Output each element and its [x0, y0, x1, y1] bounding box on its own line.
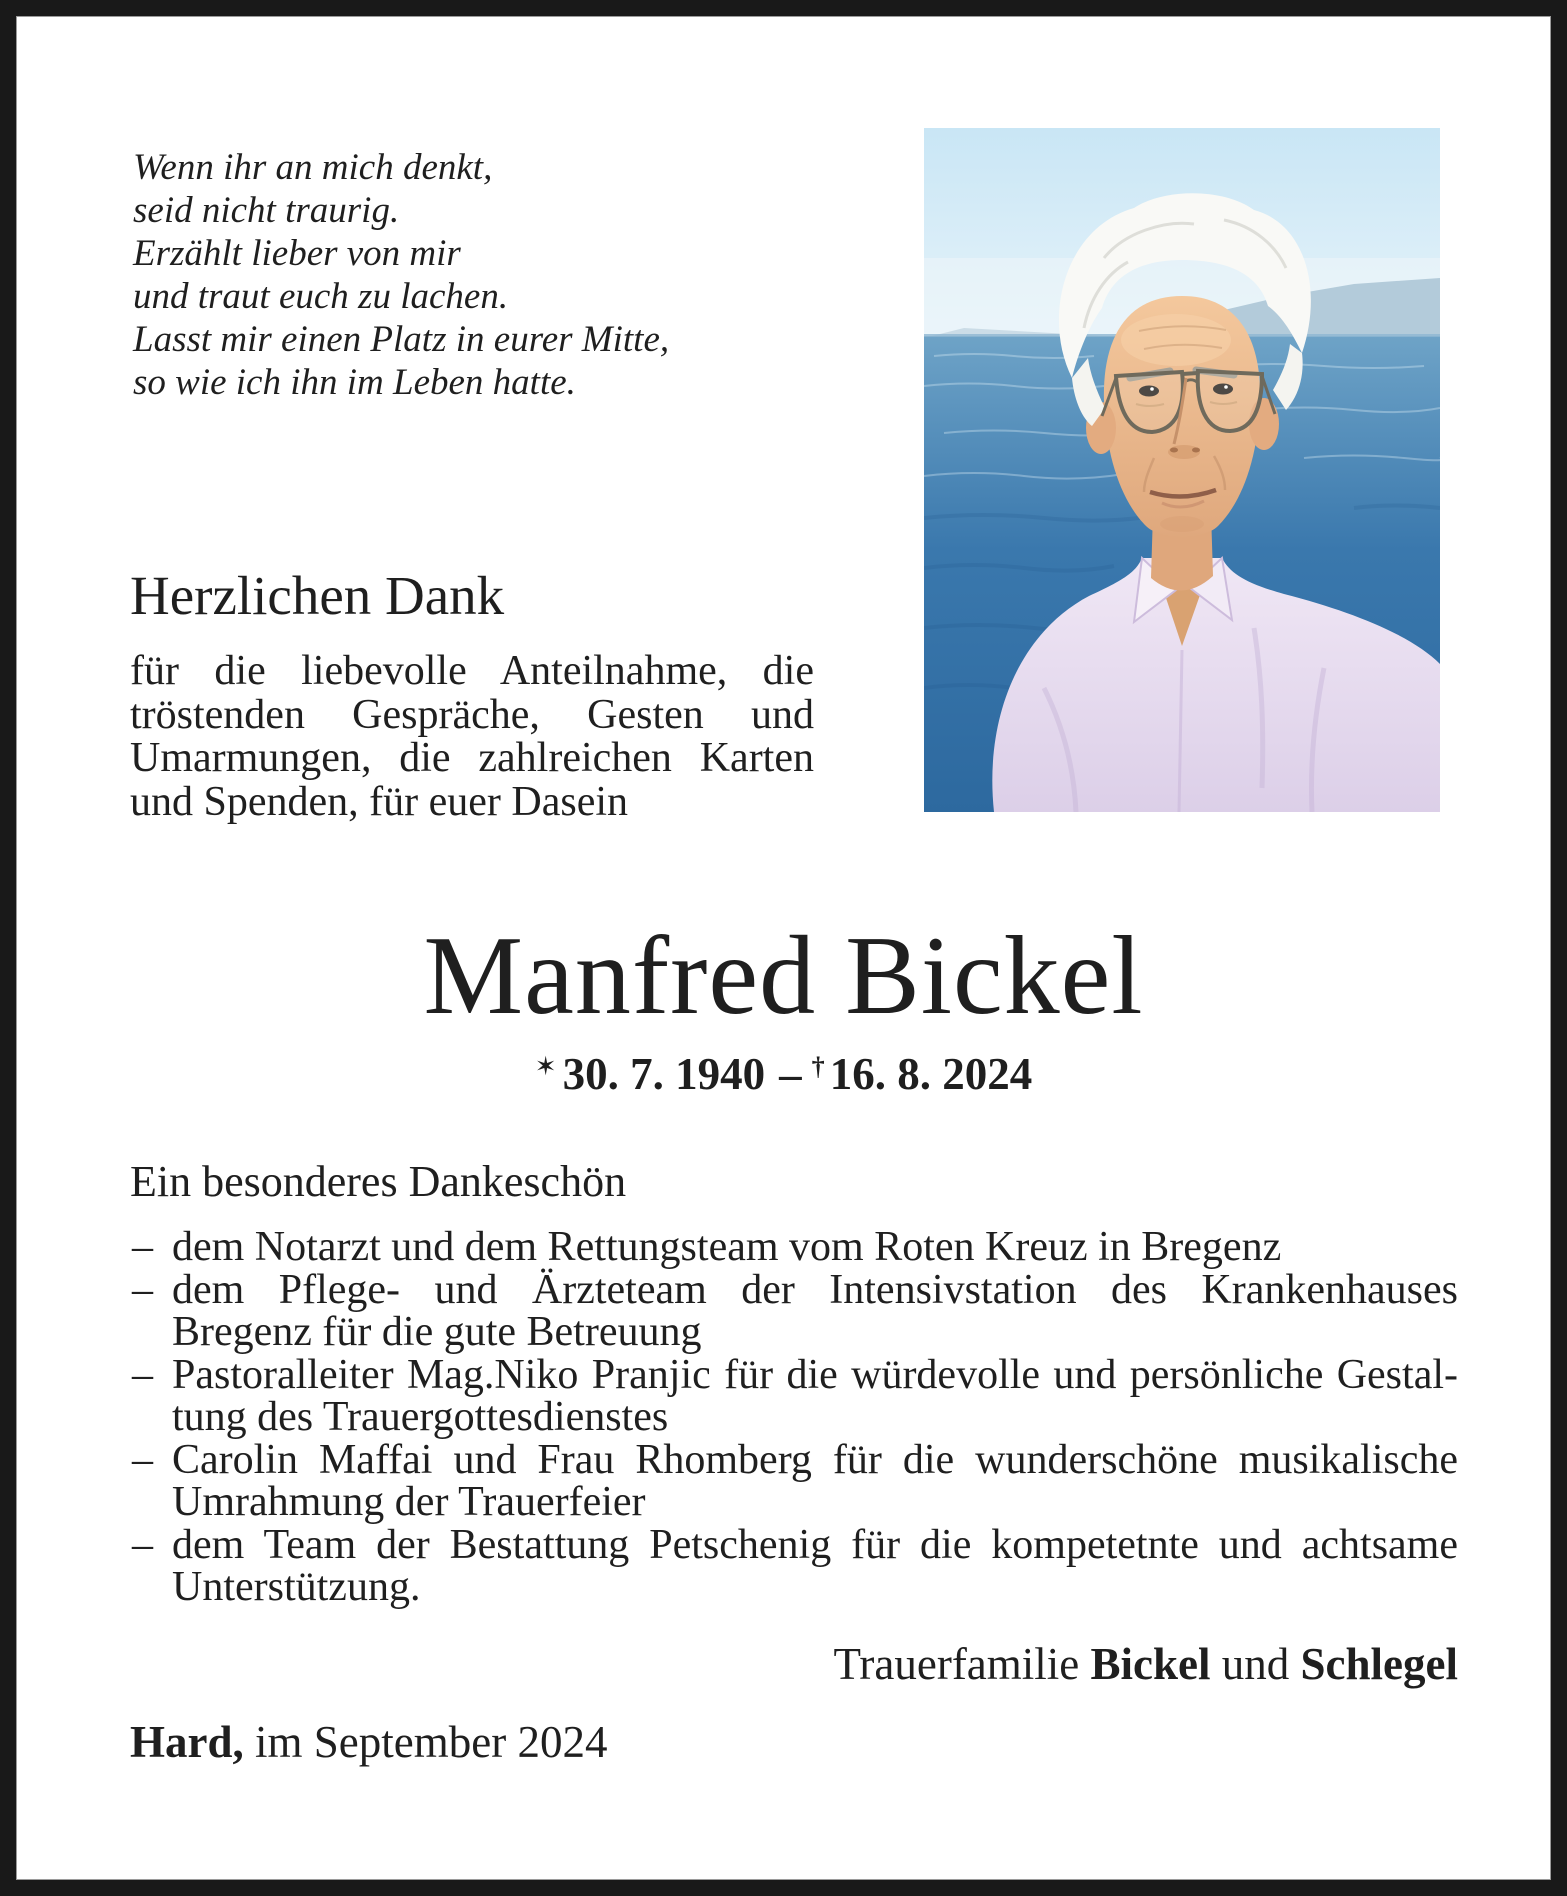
place-date-line [130, 1716, 607, 1768]
portrait-photo-image [924, 128, 1440, 812]
thanks-line: für die liebevolle Anteilnahme, die [130, 648, 814, 694]
mourning-family-line [130, 1638, 1458, 1690]
poem-line: Wenn ihr an mich denkt, [133, 147, 493, 188]
dash-bullet: – [132, 1224, 153, 1270]
life-dates [16, 1048, 1551, 1100]
birth-star-icon: ✶ [534, 1052, 557, 1082]
poem-line: und traut euch zu lachen. [133, 276, 509, 317]
thanks-line: tröstenden Gespräche, Gesten und [130, 691, 814, 738]
thanks-paragraph [130, 650, 814, 824]
list-item [130, 1266, 1458, 1355]
list-item [130, 1351, 1458, 1440]
poem-line: Lasst mir einen Platz in eurer Mitte, [133, 319, 670, 360]
thanks-heading: Herzlichen Dank [130, 565, 505, 626]
death-date: 16. 8. 2024 [829, 1049, 1033, 1099]
list-item-line: Carolin Maffai und Frau Rhomberg für die wunderschöne musikalische [172, 1436, 1458, 1483]
deceased-name: Manfred Bickel [423, 914, 1144, 1038]
nostril-left [1170, 448, 1178, 453]
chin-shade [1160, 516, 1204, 532]
place-name: Hard, [130, 1717, 244, 1767]
list-item-line: dem Pflege- und Ärzteteam der Intensivstation des Krankenhauses [172, 1266, 1458, 1313]
thanks-line: Umarmungen, die zahlreichen Karten [130, 735, 814, 781]
poem-line: Erzählt lieber von mir [133, 233, 461, 274]
list-item-line: tung des Trauergottesdienstes [172, 1394, 669, 1440]
nostril-right [1192, 448, 1200, 453]
thanks-line: und Spenden, für euer Dasein [130, 778, 629, 825]
dash-bullet: – [132, 1351, 153, 1398]
family-name: Schlegel [1300, 1639, 1458, 1689]
list-item-line: Bregenz für die gute Betreuung [172, 1309, 702, 1355]
list-item-line: dem Notarzt und dem Rettungsteam vom Roten Kreuz in Bregenz [172, 1224, 1282, 1270]
special-thanks-list [130, 1226, 1458, 1609]
closing-prefix: Trauerfamilie [833, 1639, 1080, 1689]
list-item-line: Unterstützung. [172, 1564, 421, 1610]
birth-date: 30. 7. 1940 [562, 1049, 766, 1099]
poem-line: seid nicht traurig. [133, 190, 400, 231]
list-item-line: Umrahmung der Trauerfeier [172, 1479, 646, 1525]
death-cross-icon: † [811, 1052, 825, 1082]
portrait-photo [924, 128, 1440, 812]
special-thanks-heading: Ein besonderes Dankeschön [130, 1157, 627, 1206]
date-text: im September 2024 [255, 1717, 608, 1767]
dash-bullet: – [132, 1266, 153, 1313]
forehead-highlight [1121, 314, 1231, 366]
list-item [130, 1521, 1458, 1610]
list-item [130, 1436, 1458, 1525]
poem-line: so wie ich ihn im Leben hatte. [133, 362, 576, 403]
list-item-line: dem Team der Bestattung Petschenig für die kompetetnte und achtsame [172, 1521, 1458, 1568]
dash-bullet: – [132, 1436, 153, 1483]
list-item-line: Pastoralleiter Mag.Niko Pranjic für die würdevolle und persönliche Gestal- [172, 1351, 1458, 1398]
date-separator: – [779, 1049, 802, 1099]
list-item [130, 1226, 1458, 1269]
family-name: Bickel [1090, 1639, 1211, 1689]
closing-conjunction: und [1221, 1639, 1290, 1689]
memorial-poem [133, 146, 669, 404]
dash-bullet: – [132, 1521, 153, 1568]
